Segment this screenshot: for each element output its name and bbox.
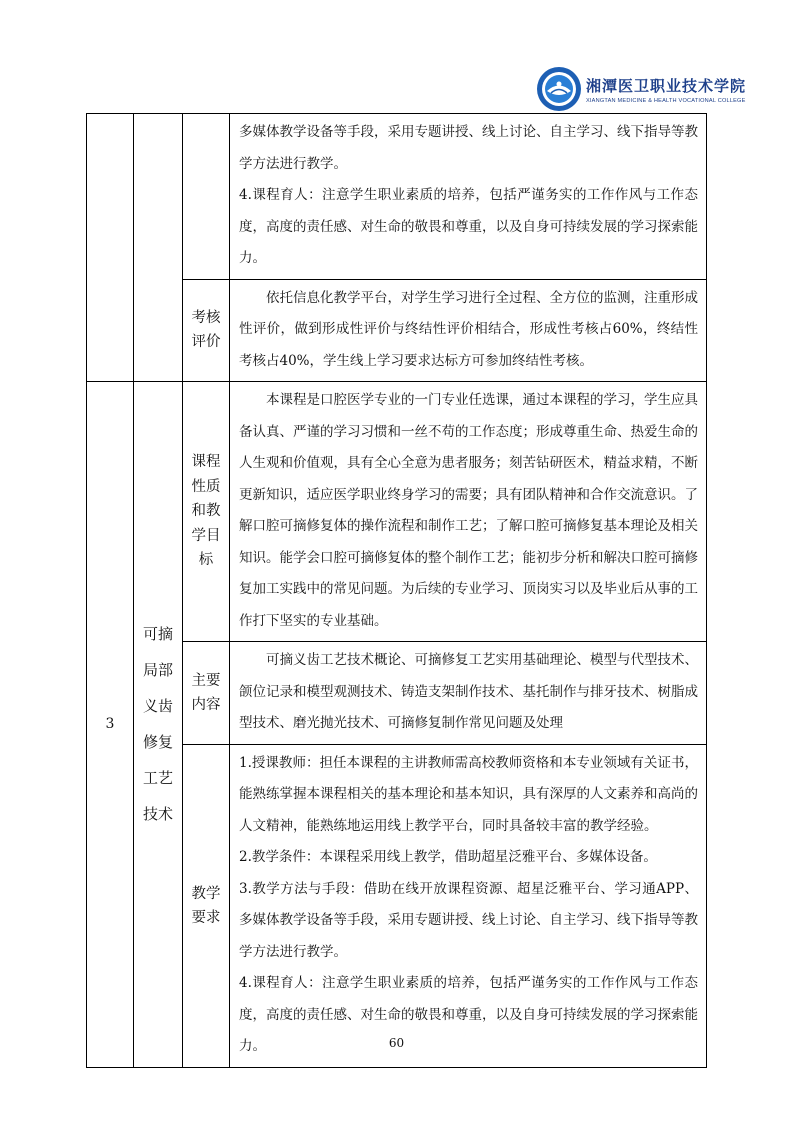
content-cell [230, 642, 707, 745]
college-name-en: XIANGTAN MEDICINE & HEALTH VOCATIONAL COLLEGE [586, 97, 746, 104]
content-label-cell [183, 642, 230, 745]
course-name: 可摘局部义齿修复工艺技术 [142, 625, 173, 824]
content-label: 主要内容 [191, 672, 221, 713]
continued-name-cell [134, 114, 183, 382]
table-row [87, 114, 707, 280]
assessment-text: 依托信息化教学平台，对学生学习进行全过程、全方位的监测，注重形成性评价，做到形成性评价与终结性评价相结合，形成性考核占60%，终结性考核占40%，学生线上学习要求达标方可参加终结性考核。 [239, 289, 698, 369]
continued-requirements-label-cell [183, 114, 230, 280]
list-item: 4.课程育人：注意学生职业素质的培养，包括严谨务实的工作作风与工作态度，高度的责任感、对生命的敬畏和尊重，以及自身可持续发展的学习探索能力。 [239, 975, 698, 1054]
requirements-label: 教学要求 [191, 885, 221, 926]
course-table [86, 113, 707, 1068]
goals-cell [230, 382, 707, 642]
table-row [87, 382, 707, 642]
course-number-cell [87, 382, 134, 1068]
assessment-cell [230, 279, 707, 382]
college-name-cn: 湘潭医卫职业技术学院 [586, 76, 747, 95]
list-item: 3.教学方法与手段：借助在线开放课程资源、超星泛雅平台、学习通APP、多媒体教学设备等手段，采用专题讲授、线上讨论、自主学习、线下指导等教学方法进行教学。 [239, 880, 698, 960]
continued-requirements-cell [230, 114, 707, 280]
list-item: 多媒体教学设备等手段，采用专题讲授、线上讨论、自主学习、线下指导等教学方法进行教学。 [239, 124, 698, 172]
course-number: 3 [105, 716, 115, 733]
continued-number-cell [87, 114, 134, 382]
content-text: 可摘义齿工艺技术概论、可摘修复工艺实用基础理论、模型与代型技术、颌位记录和模型观测技术、铸造支架制作技术、基托制作与排牙技术、树脂成型技术、磨光抛光技术、可摘修复制作常见问题及处理 [239, 652, 698, 731]
page-number: 60 [388, 1036, 405, 1050]
goals-text: 本课程是口腔医学专业的一门专业任选课，通过本课程的学习，学生应具备认真、严谨的学习习惯和一丝不苟的工作态度；形成尊重生命、热爱生命的人生观和价值观，具有全心全意为患者服务；刻苦钻研医术，精益求精，不断更新知识，适应医学职业终身学习的需要；具有团队精神和合作交流意识。了解口腔可摘修复体的操作流程和制作工艺；了解口腔可摘修复基本理论及相关知识。能学会口腔可摘修复体的整个制作工艺；能初步分析和解决口腔可摘修复加工实践中的常见问题。为后续的专业学习、顶岗实习以及毕业后从事的工作打下坚实的专业基础。 [239, 392, 698, 629]
requirements-label-cell [183, 744, 230, 1067]
requirements-cell [230, 744, 707, 1067]
college-logo [536, 66, 776, 112]
assessment-label-cell [183, 279, 230, 382]
college-seal-icon [536, 66, 582, 112]
list-item: 1.授课教师：担任本课程的主讲教师需高校教师资格和本专业领域有关证书，能熟练掌握本课程相关的基本理论和基本知识，具有深厚的人文素养和高尚的人文精神，能熟练地运用线上教学平台，同时具备较丰富的教学经验。 [239, 754, 698, 834]
list-item: 2.教学条件：本课程采用线上教学，借助超星泛雅平台、多媒体设备。 [239, 849, 657, 865]
list-item: 4.课程育人：注意学生职业素质的培养，包括严谨务实的工作作风与工作态度，高度的责任感、对生命的敬畏和尊重，以及自身可持续发展的学习探索能力。 [239, 187, 698, 266]
course-name-cell [134, 382, 183, 1068]
goals-label: 课程性质和教学目标 [191, 454, 221, 569]
assessment-label: 考核评价 [191, 310, 221, 351]
goals-label-cell [183, 382, 230, 642]
continued-requirements-text [230, 114, 706, 279]
